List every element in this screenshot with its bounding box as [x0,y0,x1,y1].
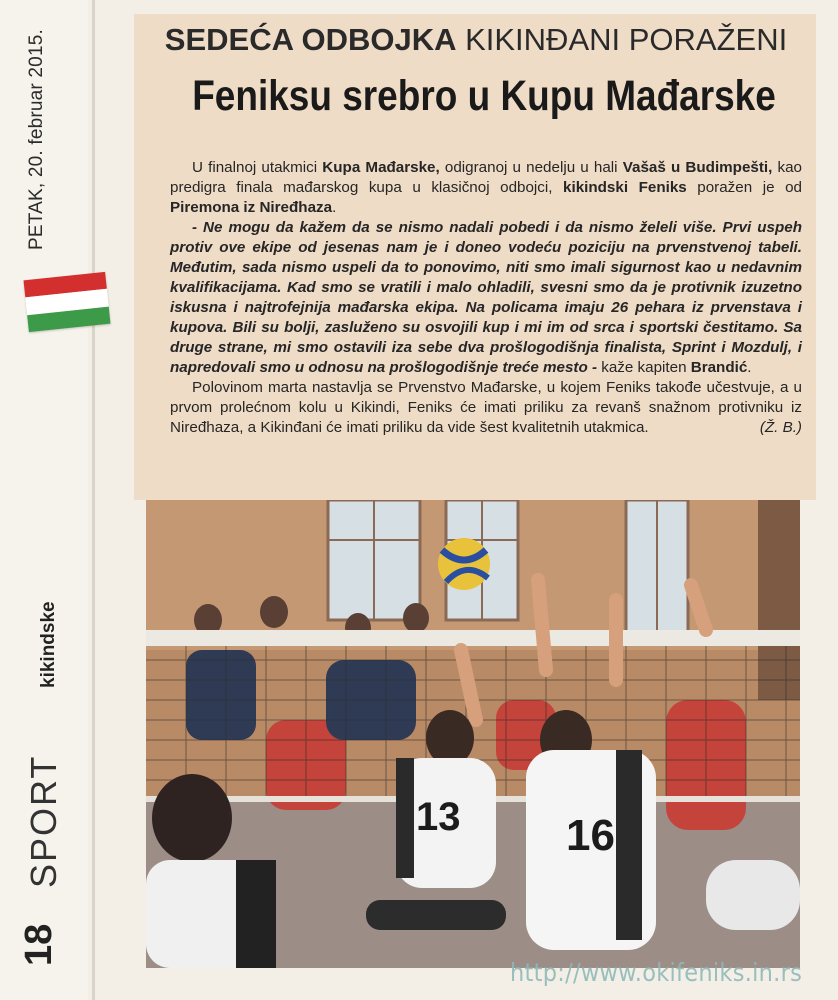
kicker-subtopic: KIKINĐANI PORAŽENI [465,22,788,57]
paragraph-intro: U finalnoj utakmici Kupa Mađarske, odigranoj u nedelju u hali Vašaš u Budimpešti, kao predigra finala mađarskog kupa u klasičnoj odbojci, kikindski Feniks poražen je od Piremona iz Nirеđhaza. [170,159,802,216]
jersey-number-right: 16 [566,811,615,860]
article-body [170,158,802,438]
source-watermark: http://www.okifeniks.in.rs [510,958,803,987]
paragraph-outro: Polovinom marta nastavlja se Prvenstvo Mađarske, u kojem Feniks takođe učestvuje, a u prvom prolećnom kolu u Kikindi, Feniks će imati priliku za revanš snažnom protivniku iz Nirеđhaza, a Kikinđani će imati priliku da vide šest kvalitetnih utakmica. (Ž. B.) [170,379,802,436]
jersey-number-left: 13 [416,795,461,839]
match-photo [146,500,800,968]
kicker-topic: SEDEĆA ODBOJKA [164,22,457,57]
match-photo-illustration [146,500,800,968]
page-number: 18 [18,923,60,966]
margin-rule [92,0,95,1000]
paragraph-quote: - Ne mogu da kažem da se nismo nadali pobedi i da nismo želeli više. Prvi uspeh protiv ove ekipe od jesenas nam je i doneo vodeću poziciju na prvenstvenoj tabeli. Međutim, sada nismo uspeli da to ponovimo, niti smo imali sigurnost kao u nedavnim kvalifikacijama. Kad smo se vratili i malo ohladili, svesni smo da je protivnik izuzetno iskusna i najtrofejnija mađarska ekipa. Na policama imaju 26 pehara iz prvenstava i kupova. Bili su bolji, zasluženo su osvojili kup i mi im od srca i sportski čestitamo. Sa druge strane, mi smo ostavili iza sebe dva prošlogodišnja finalista, Sprint i Mozdulj, i napredovali smo u odnosu na prošlogodišnje treće mesto - kaže kapiten Brandić. [170,219,802,376]
section-label: SPORT [23,754,64,888]
hungary-flag-icon [24,272,111,332]
author-initials: (Ž. B.) [759,419,802,436]
article-kicker [146,22,806,58]
newspaper-brand: kikindske [38,601,59,688]
issue-date: PETAK, 20. februar 2015. [26,29,47,250]
article-headline: Feniksu srebro u Kupu Mađarske [192,72,776,120]
